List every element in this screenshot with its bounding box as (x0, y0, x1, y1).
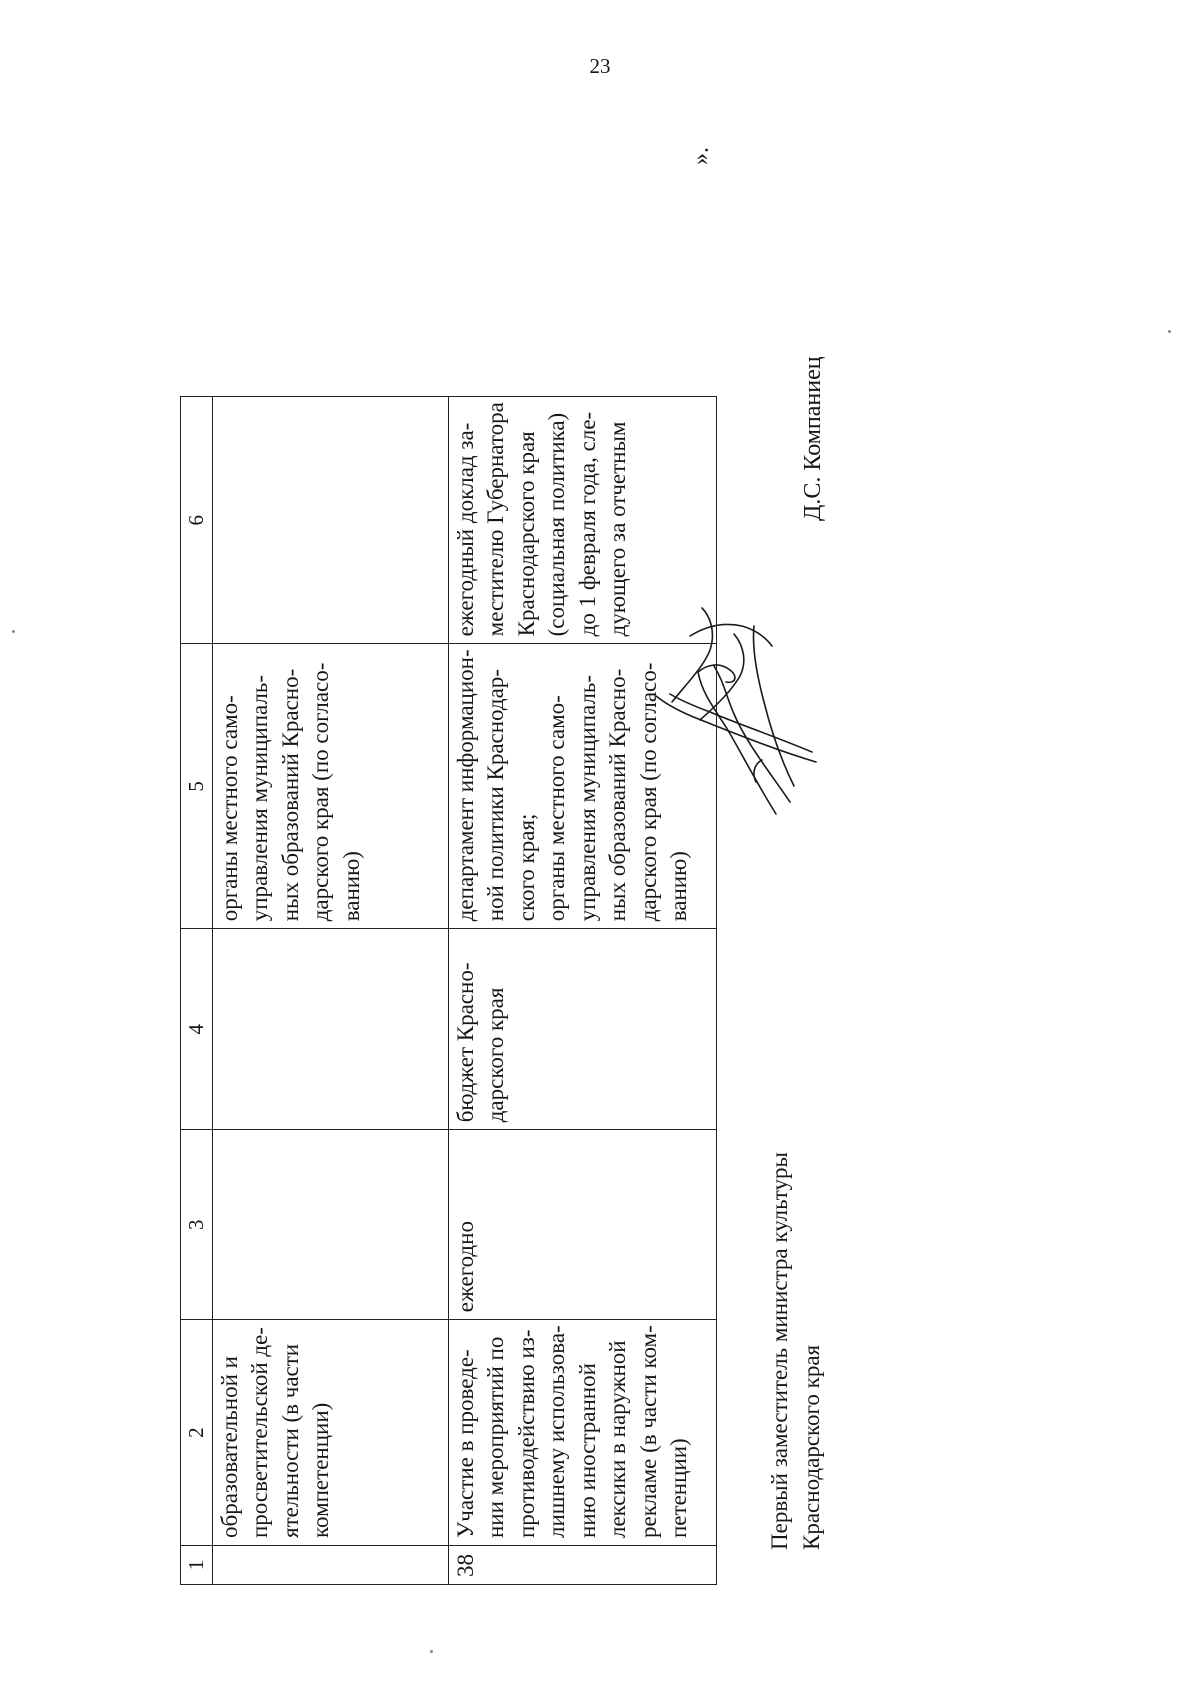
cell-funding-source (448, 929, 716, 1130)
cell-text-line: дарского края (483, 987, 508, 1123)
cell-text-line: органы местного само- (544, 695, 569, 922)
column-number-5: 5 (181, 644, 213, 929)
cell-text-line: лишнему использова- (544, 1325, 569, 1538)
cell-text-line: лексики в наружной (605, 1340, 630, 1538)
cell-period: ежегодно (448, 1130, 716, 1320)
cell-text-line: компетенции) (308, 1402, 333, 1538)
cell-text-line: рекламе (в части ком- (635, 1325, 661, 1538)
cell-text-line: управления муниципаль- (574, 674, 600, 922)
cell-text-line: ятельности (в части (277, 1343, 303, 1538)
cell-period (212, 1130, 448, 1320)
table-row (448, 397, 716, 1585)
column-number-2: 2 (181, 1320, 213, 1546)
column-number-1: 1 (181, 1546, 213, 1585)
cell-text-line: Участие в проведе- (452, 1349, 478, 1538)
signatory-title (764, 1152, 828, 1550)
cell-text-line: (социальная политика) (544, 412, 569, 637)
cell-executors (212, 644, 448, 929)
scan-speck (1168, 330, 1171, 333)
cell-text-line: дующего за отчетным (605, 421, 630, 637)
cell-text-line: ной политики Краснодар- (483, 669, 508, 922)
cell-funding-source (212, 929, 448, 1130)
cell-text-line: управления муниципаль- (247, 674, 272, 922)
cell-text-line: ежегодный доклад за- (452, 422, 478, 637)
cell-text-line: ных образований Красно- (277, 668, 303, 922)
signatory-position: Первый заместитель министра культуры (767, 1152, 792, 1550)
cell-item-number (212, 1546, 448, 1585)
cell-text-line: ных образований Красно- (605, 668, 630, 922)
cell-result (212, 397, 448, 644)
page-number: 23 (589, 54, 611, 78)
column-number-4: 4 (181, 929, 213, 1130)
closing-quote-mark: ». (688, 147, 714, 165)
cell-text-line: ского края; (513, 813, 539, 922)
cell-text-line: нию иностранной (574, 1363, 600, 1538)
cell-text-line: Краснодарского края (513, 431, 539, 637)
column-number-6: 6 (181, 397, 213, 644)
signer-name: Д.С. Компаниец (800, 356, 826, 521)
cell-text-line: ванию) (666, 851, 691, 922)
table-row (212, 397, 448, 1585)
cell-text-line: противодействию из- (513, 1329, 539, 1538)
cell-text-line: бюджет Красно- (452, 962, 478, 1123)
signatory-region: Краснодарского края (799, 1344, 824, 1550)
cell-text-line: просветительской де- (247, 1327, 272, 1538)
cell-text-line: образовательной и (216, 1356, 242, 1538)
cell-text-line: департамент информацион- (452, 649, 478, 922)
plan-table (180, 396, 717, 1585)
cell-activity (448, 1320, 716, 1546)
cell-activity (212, 1320, 448, 1546)
cell-text-line: петенции) (666, 1438, 691, 1538)
cell-text-line: нии мероприятий по (483, 1336, 508, 1538)
handwritten-signature (606, 592, 836, 822)
cell-text-line: дарского края (по согласо- (635, 662, 661, 922)
scan-speck (430, 1650, 433, 1653)
cell-text-line: местителю Губернатора (483, 402, 508, 637)
cell-text-line: ванию) (338, 851, 364, 922)
cell-text-line: дарского края (по согласо- (308, 662, 333, 922)
cell-item-number: 38 (448, 1546, 716, 1585)
table-header-row (181, 397, 213, 1585)
cell-text-line: органы местного само- (216, 695, 242, 922)
cell-text-line: до 1 февраля года, сле- (574, 411, 600, 637)
scan-speck (12, 630, 15, 633)
column-number-3: 3 (181, 1130, 213, 1320)
